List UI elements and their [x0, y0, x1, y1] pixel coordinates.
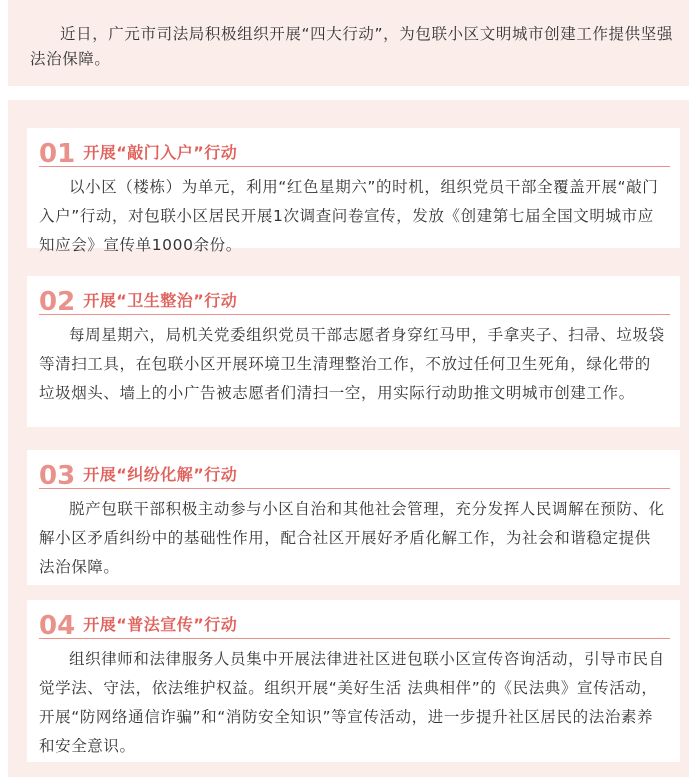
section-number: 04: [39, 611, 76, 641]
intro-paragraph: [8, 0, 689, 86]
section-card-2: [27, 276, 680, 427]
section-card-4: [27, 600, 680, 762]
section-title: 开展“纠纷化解”行动: [83, 465, 238, 484]
section-number: 03: [39, 461, 76, 491]
section-header: [39, 128, 670, 167]
section-text: 组织律师和法律服务人员集中开展法律进社区进包联小区宣传咨询活动，引导市民自觉学法、守法，依法维护权益。组织开展“美好生活 法典相伴”的《民法典》宣传活动，开展“防网络通信诈骗”和“消防安全知识”等宣传活动，进一步提升社区居民的法治素养和安全意识。: [39, 650, 665, 755]
section-title: 开展“普法宣传”行动: [83, 615, 238, 634]
section-header: [39, 600, 670, 639]
sections-container: [8, 100, 689, 777]
section-body: [39, 639, 666, 761]
intro-text: 近日，广元市司法局积极组织开展“四大行动”，为包联小区文明城市创建工作提供坚强法治保障。: [30, 25, 673, 68]
section-title: 开展“卫生整治”行动: [83, 291, 238, 310]
section-text: 每周星期六，局机关党委组织党员干部志愿者身穿红马甲，手拿夹子、扫帚、垃圾袋等清扫工具，在包联小区开展环境卫生清理整治工作，不放过任何卫生死角，绿化带的垃圾烟头、墙上的小广告被志愿者们清扫一空，用实际行动助推文明城市创建工作。: [39, 326, 665, 402]
section-body: [39, 167, 666, 260]
section-card-3: [27, 450, 680, 585]
section-title: 开展“敲门入户”行动: [83, 143, 238, 162]
section-card-1: [27, 128, 680, 254]
section-text: 脱产包联干部积极主动参与小区自治和其他社会管理，充分发挥人民调解在预防、化解小区矛盾纠纷中的基础性作用，配合社区开展好矛盾化解工作，为社会和谐稳定提供法治保障。: [39, 500, 665, 576]
section-body: [39, 315, 666, 408]
section-number: 02: [39, 287, 76, 317]
section-number: 01: [39, 139, 76, 169]
section-body: [39, 489, 666, 582]
section-text: 以小区（楼栋）为单元，利用“红色星期六”的时机，组织党员干部全覆盖开展“敲门入户”行动，对包联小区居民开展1次调查问卷宣传，发放《创建第七届全国文明城市应知应会》宣传单1000余份。: [39, 178, 659, 254]
section-header: [39, 276, 670, 315]
section-header: [39, 450, 670, 489]
